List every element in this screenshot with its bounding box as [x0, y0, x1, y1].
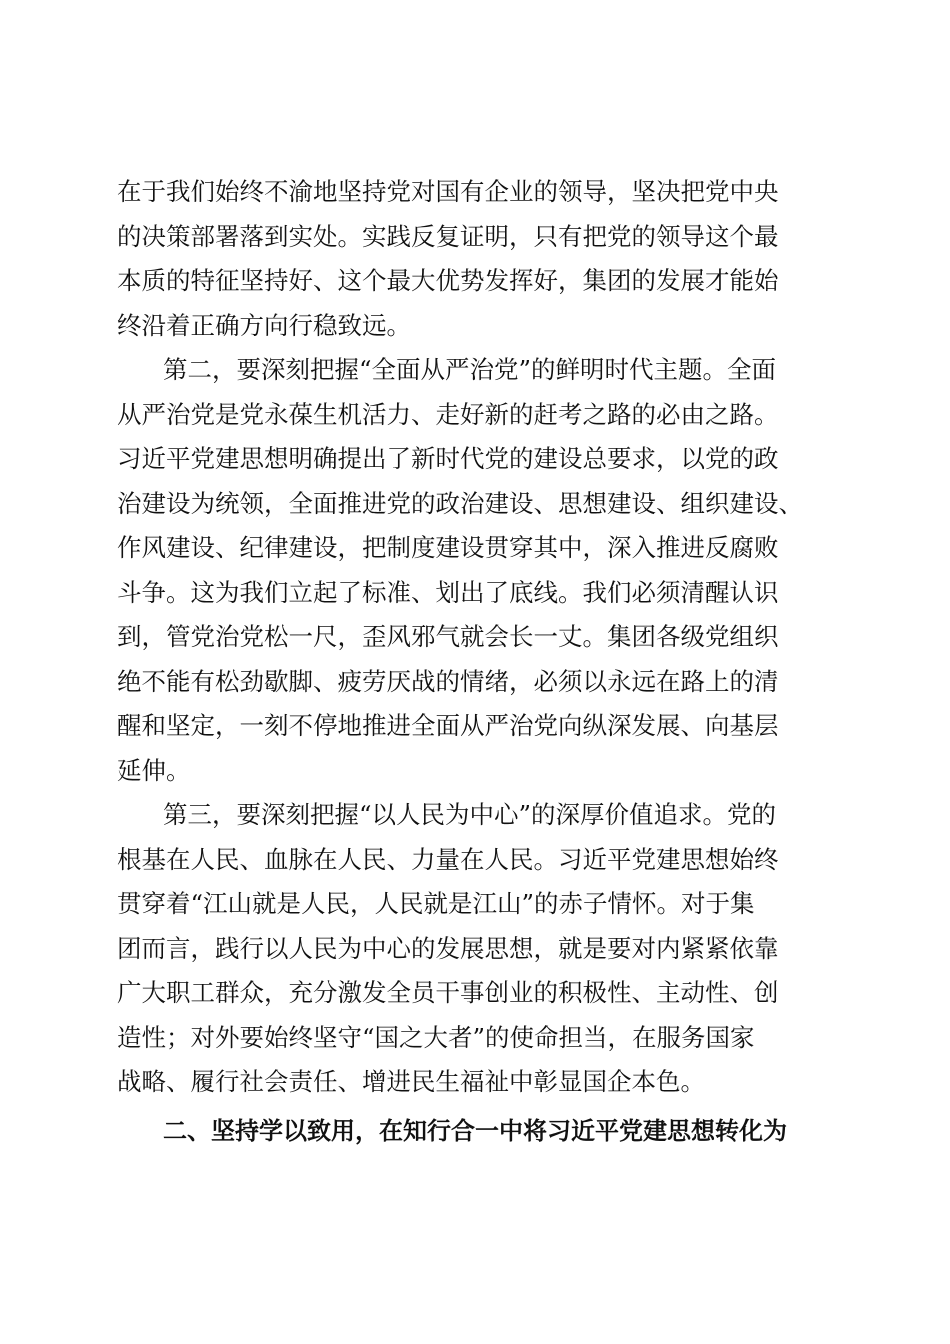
body-line: 作风建设、纪律建设，把制度建设贯穿其中，深入推进反腐败 [117, 533, 779, 562]
body-line: 战略、履行社会责任、增进民生福祉中彰显国企本色。 [117, 1067, 705, 1096]
body-line: 习近平党建思想明确提出了新时代党的建设总要求，以党的政 [117, 444, 779, 473]
body-line: 绝不能有松劲歇脚、疲劳厌战的情绪，必须以永远在路上的清 [117, 666, 779, 696]
section-heading: 二、坚持学以致用，在知行合一中将习近平党建思想转化为 [163, 1116, 787, 1145]
paragraph-second-start: 第二，要深刻把握“全面从严治党”的鲜明时代主题。全面 [163, 355, 777, 384]
body-line: 终沿着正确方向行稳致远。 [117, 310, 411, 340]
body-line: 贯穿着“江山就是人民，人民就是江山”的赤子情怀。对于集 [117, 889, 755, 918]
body-line: 根基在人民、血脉在人民、力量在人民。习近平党建思想始终 [117, 844, 779, 874]
body-line: 延伸。 [117, 755, 191, 785]
body-line: 团而言，践行以人民为中心的发展思想，就是要对内紧紧依靠 [117, 933, 779, 963]
body-line: 醒和坚定，一刻不停地推进全面从严治党向纵深发展、向基层 [117, 711, 779, 740]
body-line: 治建设为统领，全面推进党的政治建设、思想建设、组织建设、 [117, 488, 803, 518]
body-line: 从严治党是党永葆生机活力、走好新的赶考之路的必由之路。 [117, 399, 779, 429]
paragraph-third-start: 第三，要深刻把握“以人民为中心”的深厚价值追求。党的 [163, 800, 777, 829]
body-line: 斗争。这为我们立起了标准、划出了底线。我们必须清醒认识 [117, 577, 779, 607]
body-line: 到，管党治党松一尺，歪风邪气就会长一丈。集团各级党组织 [117, 622, 779, 651]
body-line: 造性；对外要始终坚守“国之大者”的使命担当，在服务国家 [117, 1022, 755, 1052]
body-line: 在于我们始终不渝地坚持党对国有企业的领导，坚决把党中央 [117, 177, 779, 206]
body-line: 本质的特征坚持好、这个最大优势发挥好，集团的发展才能始 [117, 266, 779, 295]
body-line: 广大职工群众，充分激发全员干事创业的积极性、主动性、创 [117, 978, 779, 1007]
body-line: 的决策部署落到实处。实践反复证明，只有把党的领导这个最 [117, 221, 779, 251]
document-body [117, 170, 851, 1153]
